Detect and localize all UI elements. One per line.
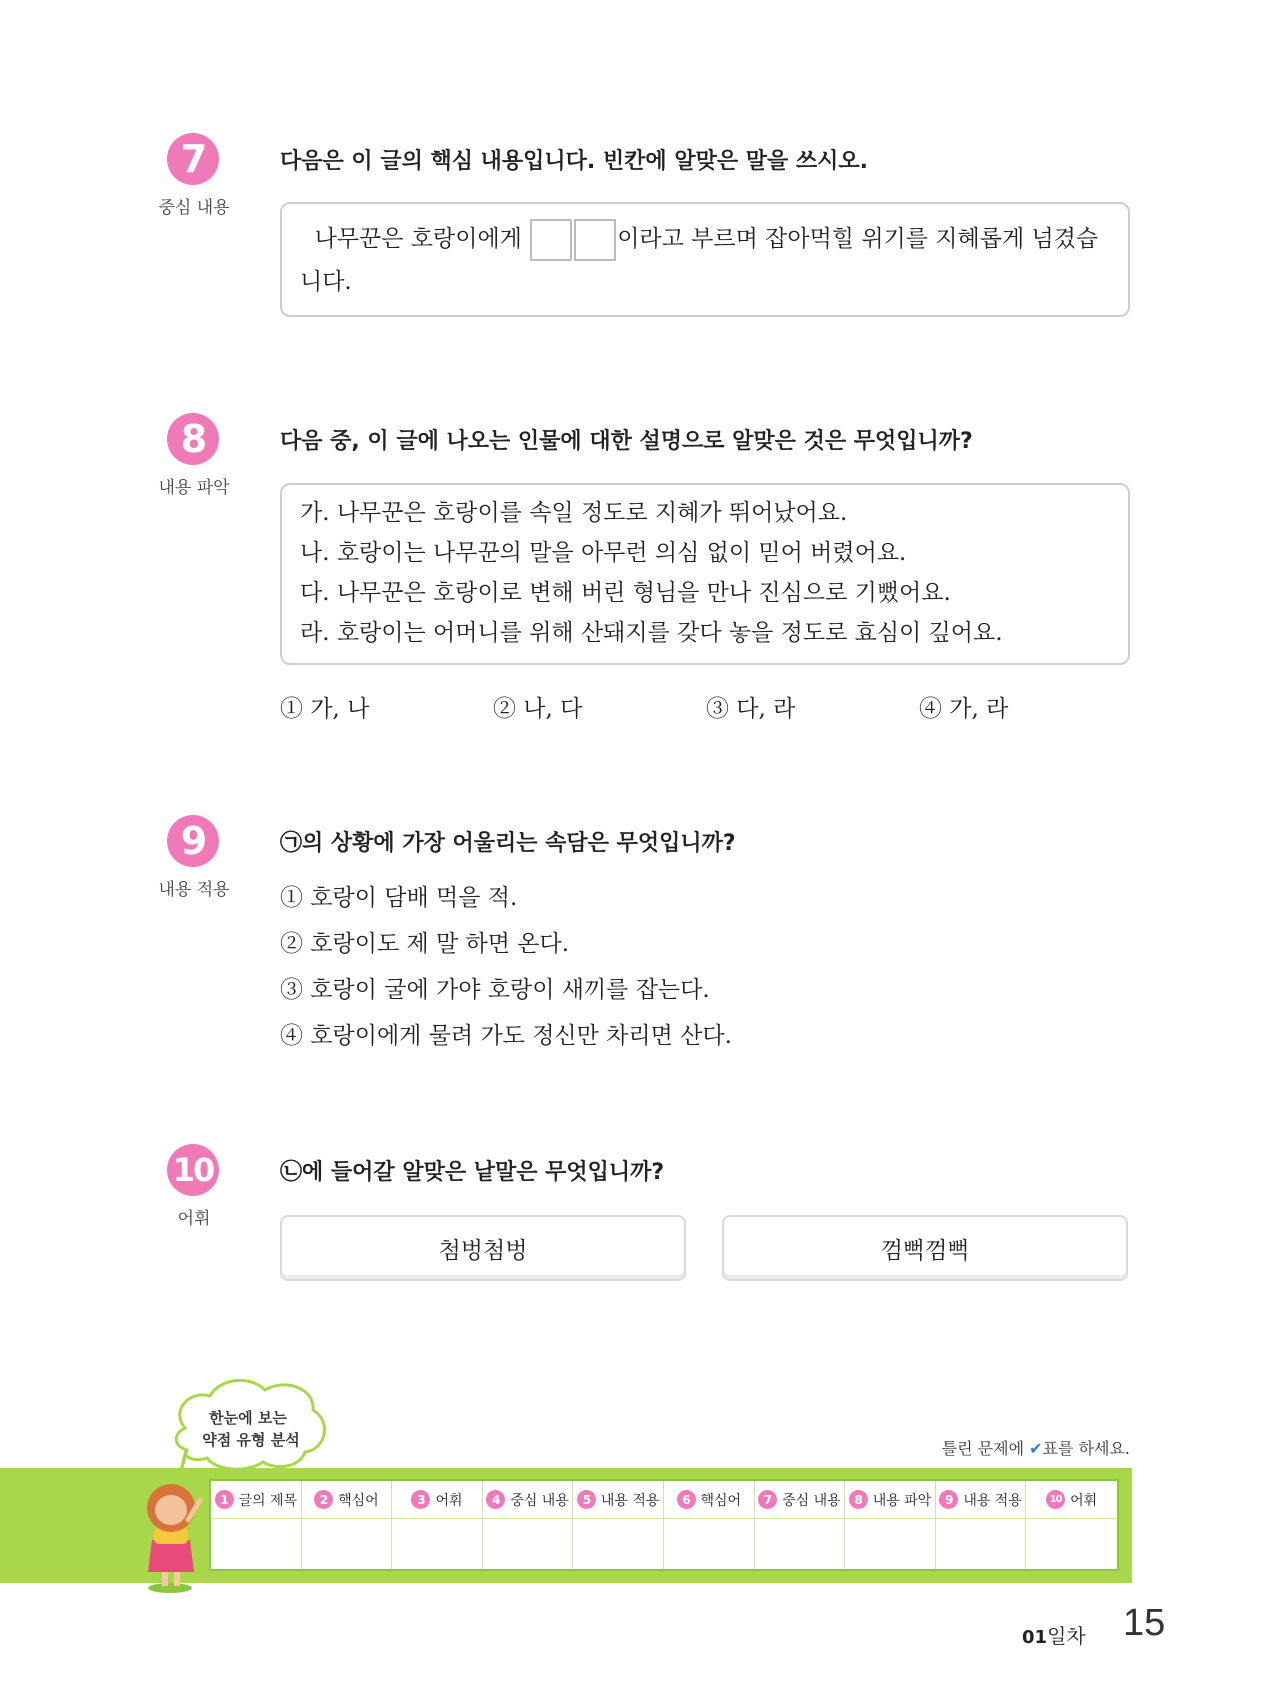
option-1[interactable]: ① 가, 나 bbox=[280, 696, 370, 722]
checkmark-icon: ✔ bbox=[1029, 1439, 1043, 1458]
blank-input[interactable] bbox=[530, 219, 572, 261]
girl-illustration bbox=[138, 1480, 208, 1600]
column-header: 3 어휘 bbox=[392, 1481, 483, 1519]
column-header: 2 핵심어 bbox=[302, 1481, 393, 1519]
word-choice-2[interactable]: 껌뻑껌뻑 bbox=[722, 1215, 1128, 1281]
analysis-instruction: 틀린 문제에 ✔표를 하세요. bbox=[941, 1439, 1130, 1458]
bubble-line-1: 한눈에 보는 bbox=[209, 1409, 287, 1427]
bubble-line-2: 약점 유형 분석 bbox=[202, 1431, 300, 1449]
column-header: 1 글의 제목 bbox=[211, 1481, 302, 1519]
answer-options bbox=[280, 690, 1140, 723]
day-label: 01일차 bbox=[1022, 1624, 1086, 1648]
check-cell[interactable] bbox=[845, 1519, 936, 1569]
column-header: 4 중심 내용 bbox=[483, 1481, 574, 1519]
weakness-analysis-table bbox=[209, 1479, 1119, 1571]
option-1[interactable]: ① 호랑이 담배 먹을 적. bbox=[280, 885, 518, 911]
check-cell[interactable] bbox=[483, 1519, 574, 1569]
column-header: 8 내용 파악 bbox=[845, 1481, 936, 1519]
check-cell[interactable] bbox=[573, 1519, 664, 1569]
option-2[interactable]: ② 나, 다 bbox=[493, 696, 583, 722]
check-cell[interactable] bbox=[936, 1519, 1027, 1569]
question-title: ㉠의 상황에 가장 어울리는 속담은 무엇입니까? bbox=[280, 831, 736, 856]
speech-bubble bbox=[165, 1370, 335, 1490]
summary-text: 나무꾼은 호랑이에게 이라고 부르며 잡아먹힐 위기를 지혜롭게 넘겼습니다. bbox=[282, 204, 1128, 313]
check-cell[interactable] bbox=[664, 1519, 755, 1569]
option-2[interactable]: ② 호랑이도 제 말 하면 온다. bbox=[280, 931, 570, 957]
column-header: 10 어휘 bbox=[1026, 1481, 1117, 1519]
column-header: 5 내용 적용 bbox=[573, 1481, 664, 1519]
question-category: 어휘 bbox=[177, 1209, 211, 1229]
option-4[interactable]: ④ 가, 라 bbox=[919, 696, 1009, 722]
page-number: 15 bbox=[1123, 1602, 1166, 1644]
blank-input[interactable] bbox=[574, 219, 616, 261]
check-cell[interactable] bbox=[302, 1519, 393, 1569]
question-category: 내용 파악 bbox=[158, 478, 230, 498]
statement-item: 가. 나무꾼은 호랑이를 속일 정도로 지혜가 뛰어났어요. bbox=[300, 500, 848, 526]
check-cell[interactable] bbox=[211, 1519, 302, 1569]
question-number-9: 9 bbox=[167, 815, 219, 867]
statement-item: 나. 호랑이는 나무꾼의 말을 아무런 의심 없이 믿어 버렸어요. bbox=[300, 540, 907, 566]
column-header: 6 핵심어 bbox=[664, 1481, 755, 1519]
question-title: 다음 중, 이 글에 나오는 인물에 대한 설명으로 알맞은 것은 무엇입니까? bbox=[280, 429, 973, 454]
question-category: 중심 내용 bbox=[158, 198, 230, 218]
question-title: ㉡에 들어갈 알맞은 낱말은 무엇입니까? bbox=[280, 1160, 665, 1185]
column-header: 9 내용 적용 bbox=[936, 1481, 1027, 1519]
statement-item: 다. 나무꾼은 호랑이로 변해 버린 형님을 만나 진심으로 기뻤어요. bbox=[300, 580, 951, 606]
answer-options bbox=[280, 875, 732, 1059]
word-choice-1[interactable]: 첨벙첨벙 bbox=[280, 1215, 686, 1281]
option-3[interactable]: ③ 호랑이 굴에 가야 호랑이 새끼를 잡는다. bbox=[280, 977, 710, 1003]
question-title: 다음은 이 글의 핵심 내용입니다. 빈칸에 알맞은 말을 쓰시오. bbox=[280, 149, 869, 174]
question-number-8: 8 bbox=[167, 413, 219, 465]
option-4[interactable]: ④ 호랑이에게 물려 가도 정신만 차리면 산다. bbox=[280, 1023, 732, 1049]
check-cell[interactable] bbox=[755, 1519, 846, 1569]
question-number-7: 7 bbox=[167, 133, 219, 185]
statement-item: 라. 호랑이는 어머니를 위해 산돼지를 갖다 놓을 정도로 효심이 깊어요. bbox=[300, 620, 1003, 646]
question-category: 내용 적용 bbox=[158, 880, 230, 900]
statement-box bbox=[280, 483, 1130, 665]
answer-box bbox=[280, 202, 1130, 317]
option-3[interactable]: ③ 다, 라 bbox=[706, 696, 796, 722]
check-cell[interactable] bbox=[1026, 1519, 1117, 1569]
column-header: 7 중심 내용 bbox=[755, 1481, 846, 1519]
question-number-10: 10 bbox=[167, 1144, 219, 1196]
check-cell[interactable] bbox=[392, 1519, 483, 1569]
